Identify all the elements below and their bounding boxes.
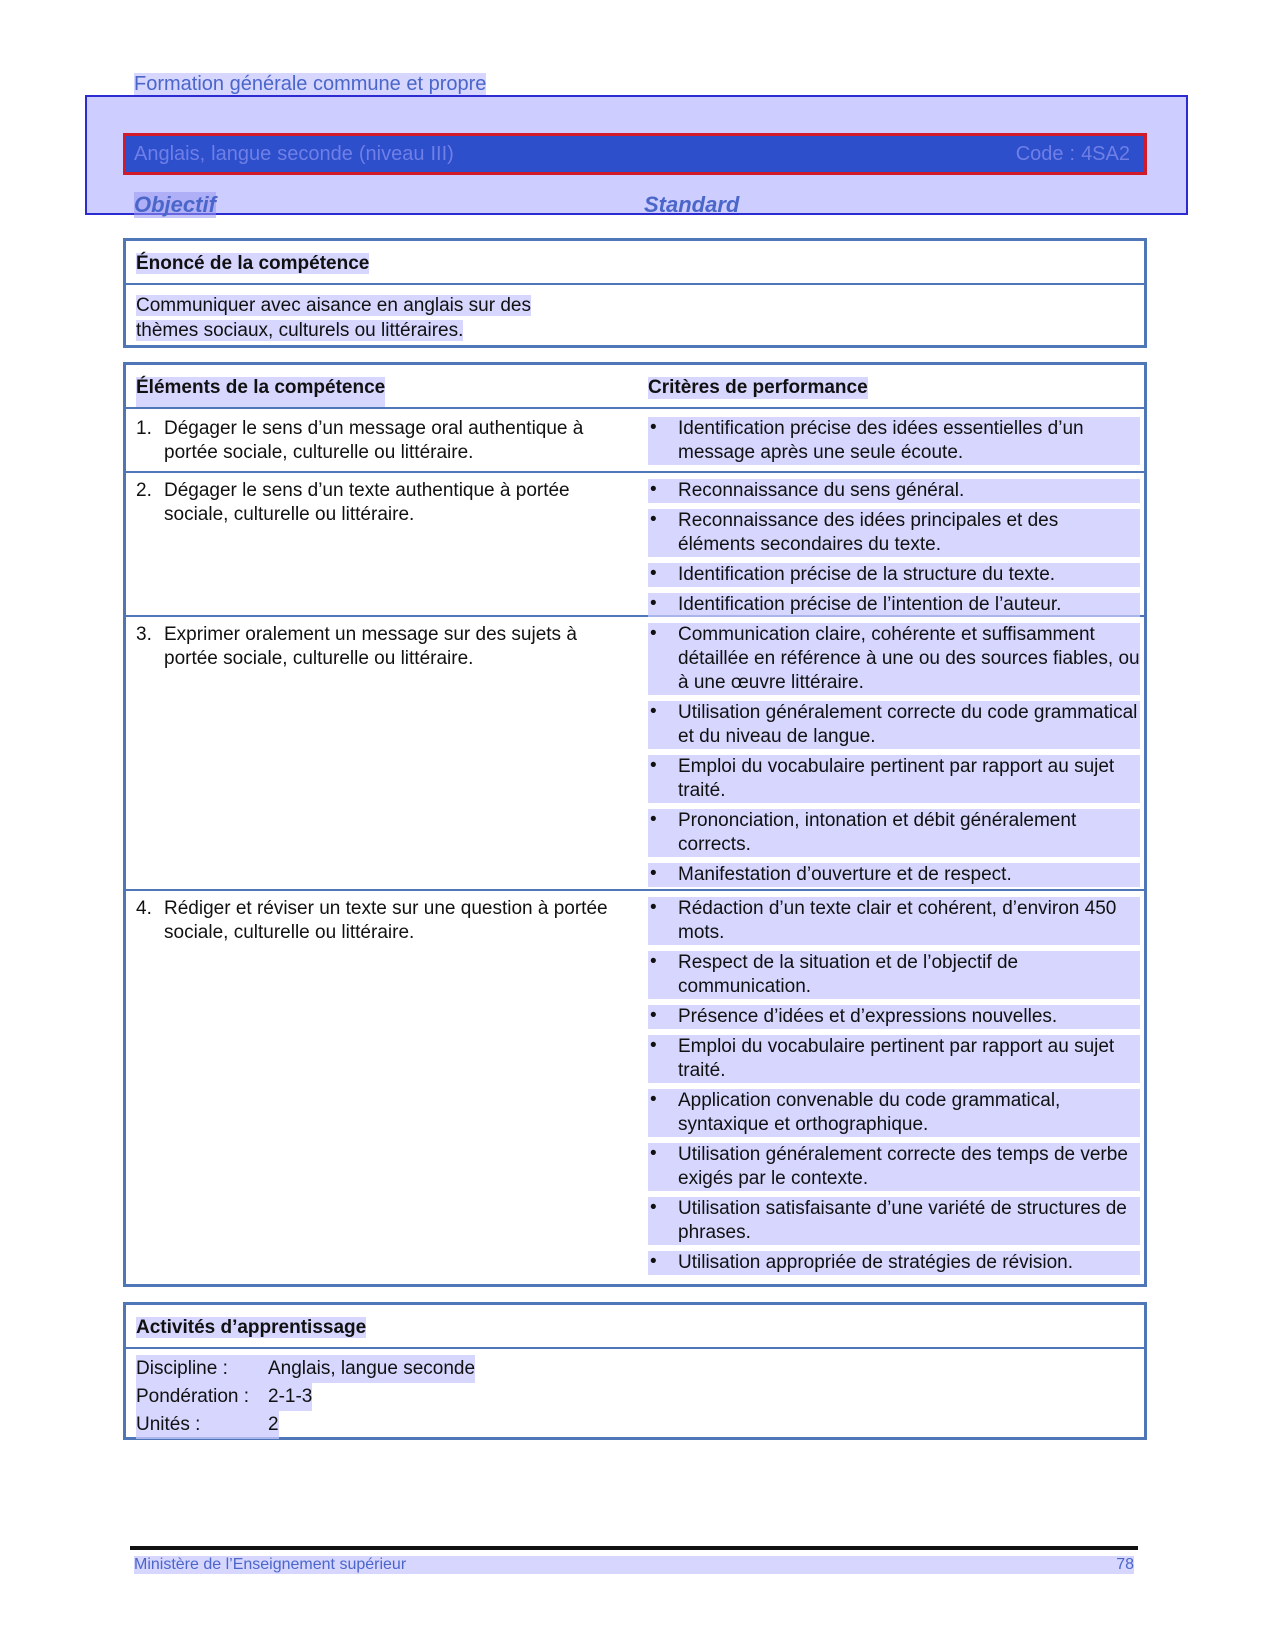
criterion-text: Identification précise des idées essentielles d’un message après une seule écoute.	[678, 418, 1084, 463]
element-row	[126, 615, 1144, 891]
discipline-value: Anglais, langue seconde	[268, 1358, 476, 1379]
element-number: 4.	[136, 898, 152, 919]
bullet-icon: •	[650, 593, 657, 614]
criterion-item	[648, 1197, 1140, 1245]
element-number: 3.	[136, 624, 152, 645]
activites-heading: Activités d’apprentissage	[136, 1317, 367, 1338]
unites-line	[136, 1411, 279, 1439]
footer	[134, 1556, 1134, 1574]
criterion-text: Rédaction d’un texte clair et cohérent, d’environ 450 mots.	[678, 898, 1117, 943]
criterion-item	[648, 593, 1140, 617]
section-title: Formation générale commune et propre	[134, 73, 487, 95]
course-title-word: (niveau	[358, 142, 425, 165]
elements-heading-row	[126, 365, 1144, 409]
objectif-heading: Objectif	[134, 192, 216, 217]
criterion-item	[648, 479, 1140, 503]
criterion-item	[648, 755, 1140, 803]
enonce-line: Communiquer avec aisance en anglais sur des	[136, 295, 531, 316]
element-row	[126, 409, 1144, 473]
criterion-item	[648, 509, 1140, 557]
bullet-icon: •	[650, 809, 657, 830]
criterion-text: Utilisation généralement correcte du code grammatical et du niveau de langue.	[678, 702, 1138, 747]
criterion-text: Emploi du vocabulaire pertinent par rapport au sujet traité.	[678, 1036, 1115, 1081]
element-description: Rédiger et réviser un texte sur une question à portée sociale, culturelle ou littéraire.	[164, 898, 608, 943]
criterion-item	[648, 1089, 1140, 1137]
bullet-icon: •	[650, 863, 657, 884]
criteria-list	[648, 417, 1140, 471]
footer-publisher: Ministère de l’Enseignement supérieur	[134, 1556, 407, 1573]
discipline-label: Discipline :	[136, 1358, 228, 1379]
criterion-item	[648, 809, 1140, 857]
criterion-text: Identification précise de la structure du texte.	[678, 564, 1056, 585]
bullet-icon: •	[650, 509, 657, 530]
criterion-text: Utilisation appropriée de stratégies de révision.	[678, 1252, 1073, 1273]
bullet-icon: •	[650, 1251, 657, 1272]
element-description: Exprimer oralement un message sur des sujets à portée sociale, culturelle ou littéraire.	[164, 624, 577, 669]
page-number: 78	[1116, 1556, 1134, 1573]
element-description: Dégager le sens d’un message oral authentique à portée sociale, culturelle ou littéraire.	[164, 418, 584, 463]
criterion-item	[648, 1005, 1140, 1029]
bullet-icon: •	[650, 623, 657, 644]
ponderation-value: 2-1-3	[268, 1386, 313, 1407]
unites-value: 2	[268, 1414, 279, 1435]
course-code	[1016, 143, 1136, 166]
criteria-list	[648, 897, 1140, 1281]
enonce-box	[123, 238, 1147, 348]
criterion-item	[648, 417, 1140, 465]
criterion-item	[648, 1251, 1140, 1275]
criterion-text: Utilisation généralement correcte des temps de verbe exigés par le contexte.	[678, 1144, 1128, 1189]
bullet-icon: •	[650, 701, 657, 722]
element-number: 2.	[136, 480, 152, 501]
criterion-text: Utilisation satisfaisante d’une variété de structures de phrases.	[678, 1198, 1127, 1243]
criterion-text: Application convenable du code grammatical, syntaxique et orthographique.	[678, 1090, 1061, 1135]
enonce-line: thèmes sociaux, culturels ou littéraires.	[136, 320, 464, 341]
element-number: 1.	[136, 418, 152, 439]
criterion-text: Manifestation d’ouverture et de respect.	[678, 864, 1012, 885]
criterion-text: Emploi du vocabulaire pertinent par rapport au sujet traité.	[678, 756, 1115, 801]
enonce-heading-row	[126, 241, 1144, 285]
standard-heading: Standard	[644, 192, 740, 217]
course-title-word: seconde	[277, 142, 353, 165]
footer-rule	[130, 1546, 1138, 1550]
bullet-icon: •	[650, 1197, 657, 1218]
element-row	[126, 889, 1144, 1284]
bullet-icon: •	[650, 1035, 657, 1056]
activites-body	[126, 1349, 1144, 1445]
bullet-icon: •	[650, 1005, 657, 1026]
ponderation-line	[136, 1383, 312, 1411]
criterion-item	[648, 563, 1140, 587]
bullet-icon: •	[650, 1089, 657, 1110]
criteria-list	[648, 479, 1140, 623]
criteria-heading: Critères de performance	[648, 377, 868, 398]
element-row	[126, 471, 1144, 617]
criterion-text: Identification précise de l’intention de l’auteur.	[678, 594, 1062, 615]
elements-heading: Éléments de la compétence	[136, 377, 385, 407]
bullet-icon: •	[650, 897, 657, 918]
criterion-item	[648, 1143, 1140, 1191]
course-code-label: Code	[1015, 142, 1064, 165]
criterion-text: Communication claire, cohérente et suffisamment détaillée en référence à une ou des sources fiables, ou à une œuvre littéraire.	[678, 624, 1140, 693]
bullet-icon: •	[650, 479, 657, 500]
criterion-text: Reconnaissance du sens général.	[678, 480, 965, 501]
course-code-value: 4SA2	[1081, 142, 1130, 165]
criterion-item	[648, 951, 1140, 999]
criterion-item	[648, 701, 1140, 749]
elements-box	[123, 362, 1147, 1287]
course-title-word: Anglais,	[134, 142, 206, 165]
criterion-text: Présence d’idées et d’expressions nouvelles.	[678, 1006, 1058, 1027]
criterion-item	[648, 1035, 1140, 1083]
criterion-item	[648, 863, 1140, 887]
enonce-body	[126, 285, 1144, 351]
element-description: Dégager le sens d’un texte authentique à portée sociale, culturelle ou littéraire.	[164, 480, 570, 525]
criterion-item	[648, 623, 1140, 695]
course-title-bar	[123, 133, 1147, 175]
course-title	[134, 143, 460, 166]
activites-heading-row	[126, 1305, 1144, 1349]
criterion-text: Reconnaissance des idées principales et des éléments secondaires du texte.	[678, 510, 1059, 555]
bullet-icon: •	[650, 951, 657, 972]
enonce-heading: Énoncé de la compétence	[136, 253, 370, 274]
bullet-icon: •	[650, 417, 657, 438]
discipline-line	[136, 1355, 475, 1383]
bullet-icon: •	[650, 1143, 657, 1164]
column-headings	[134, 192, 1134, 222]
activites-box	[123, 1302, 1147, 1440]
bullet-icon: •	[650, 563, 657, 584]
criteria-list	[648, 623, 1140, 893]
course-title-word: III)	[430, 142, 454, 165]
bullet-icon: •	[650, 755, 657, 776]
criterion-text: Prononciation, intonation et débit généralement corrects.	[678, 810, 1077, 855]
course-code-separator: :	[1069, 142, 1076, 165]
unites-label: Unités :	[136, 1414, 201, 1435]
criterion-item	[648, 897, 1140, 945]
ponderation-label: Pondération :	[136, 1386, 250, 1407]
criterion-text: Respect de la situation et de l’objectif de communication.	[678, 952, 1019, 997]
course-title-word: langue	[211, 142, 272, 165]
